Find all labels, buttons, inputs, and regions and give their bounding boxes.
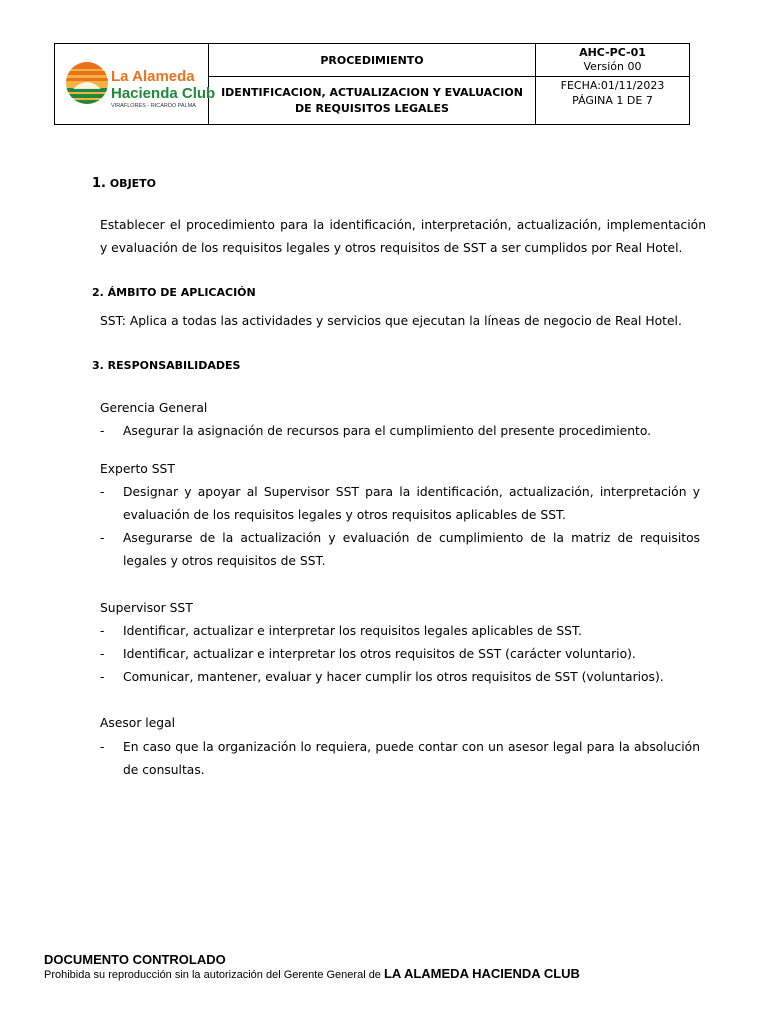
list-item: - Identificar, actualizar e interpretar los requisitos legales aplicables de SST. [100,624,582,638]
role-gerencia: Gerencia General [100,401,208,415]
objeto-paragraph: Establecer el procedimiento para la identificación, interpretación, actualización, implementación y evaluación de los requisitos legales y otros requisitos de SST a ser cumplidos por Real Hotel. [100,218,706,255]
logo-line1: La Alameda [111,68,195,85]
logo-tagline: VIRAFLORES - RICARDO PALMA [111,103,196,109]
doc-code-block [536,44,689,77]
section-number: 1. [92,176,106,191]
doc-version: Versión 00 [583,60,642,73]
list-item: - En caso que la organización lo requiera, puede contar con un asesor legal para la absolución de consultas. [100,740,700,777]
doc-page: PÁGINA 1 DE 7 [572,94,653,107]
document-header [54,43,690,125]
list-item: - Asegurar la asignación de recursos para el cumplimiento del presente procedimiento. [100,424,652,438]
doc-code: AHC-PC-01 [579,46,646,59]
footer-notice [44,966,580,981]
role-asesor: Asesor legal [100,716,176,730]
logo-cell [55,44,216,124]
company-logo [65,51,216,117]
section-heading-responsabilidades: 3. RESPONSABILIDADES [92,359,241,372]
list-item: - Asegurarse de la actualización y evaluación de cumplimiento de la matriz de requisitos legales y otros requisitos de SST. [100,531,700,568]
ambito-paragraph: SST: Aplica a todas las actividades y servicios que ejecutan la líneas de negocio de Real Hotel. [100,314,682,328]
doc-date: FECHA:01/11/2023 [560,79,665,92]
doc-type: PROCEDIMIENTO [209,44,535,77]
doc-title: IDENTIFICACION, ACTUALIZACION Y EVALUACION DE REQUISITOS LEGALES [221,85,523,115]
list-item: - Designar y apoyar al Supervisor SST para la identificación, actualización, interpretación y evaluación de los requisitos legales y otros requisitos aplicables de SST. [100,485,700,522]
doc-date-block [536,77,689,124]
logo-line2: Hacienda Club [111,85,216,102]
header-middle [209,44,536,124]
section-heading-objeto [92,176,156,191]
list-item: - Identificar, actualizar e interpretar los otros requisitos de SST (carácter voluntario). [100,647,636,661]
footer-title: DOCUMENTO CONTROLADO [44,952,226,967]
list-item: - Comunicar, mantener, evaluar y hacer cumplir los otros requisitos de SST (voluntarios). [100,670,664,684]
section-title: OBJETO [109,177,157,190]
header-meta [536,44,689,124]
footer-text: Prohibida su reproducción sin la autorización del Gerente General de [44,969,384,981]
section-heading-ambito: 2. ÁMBITO DE APLICACIÓN [92,286,256,299]
footer-company: LA ALAMEDA HACIENDA CLUB [383,966,580,981]
role-supervisor: Supervisor SST [100,601,193,615]
role-experto: Experto SST [100,462,175,476]
